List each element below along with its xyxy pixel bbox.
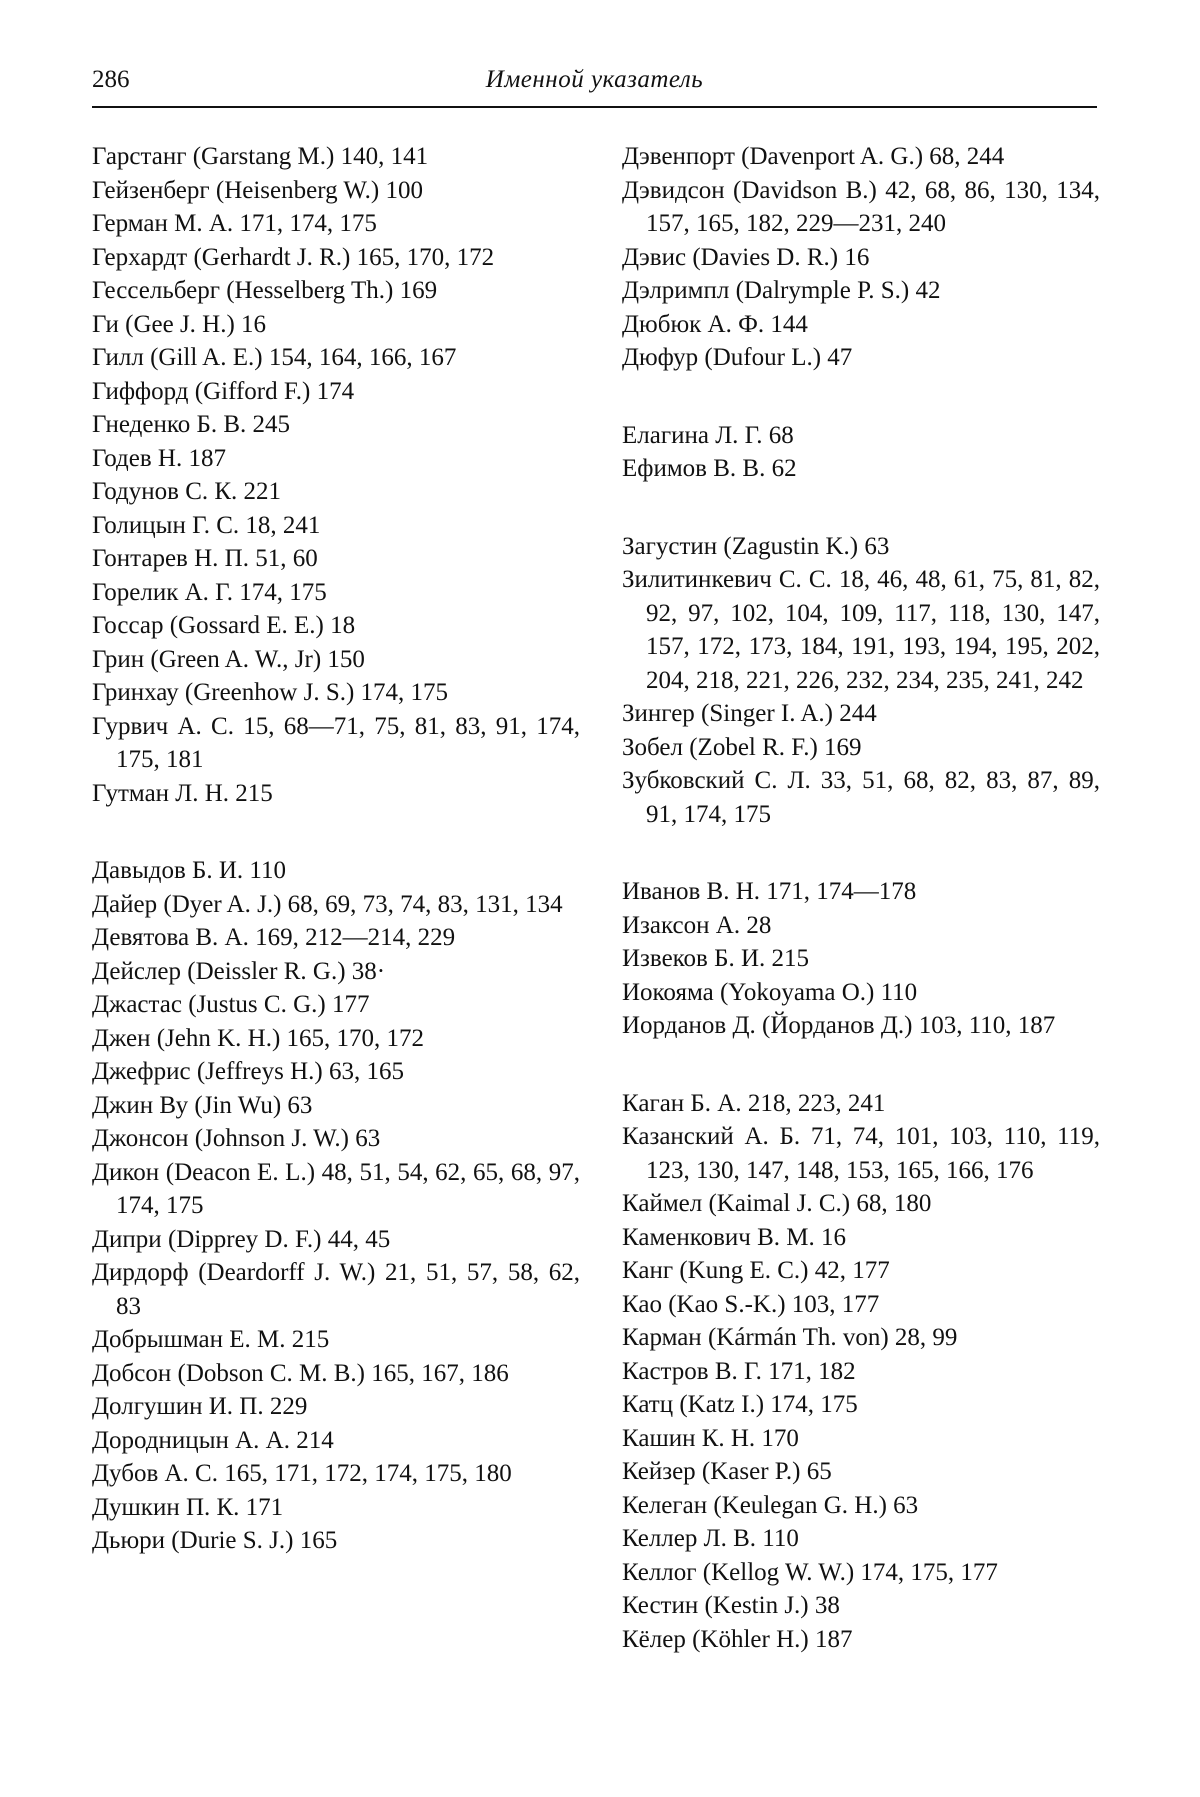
index-entry: Иокояма (Yokoyama O.) 110 xyxy=(622,978,918,1006)
index-entry: Дейслер (Deissler R. G.) 38· xyxy=(92,957,386,985)
index-entry: Грин (Green A. W., Jr) 150 xyxy=(92,645,365,673)
index-group xyxy=(92,854,580,1558)
page-header xyxy=(92,62,1097,104)
index-entry: Дэвис (Davies D. R.) 16 xyxy=(622,243,870,271)
index-entry: Изаксон А. 28 xyxy=(622,911,772,939)
index-entry: Добрышман Е. М. 215 xyxy=(92,1326,330,1353)
index-entry: Душкин П. К. 171 xyxy=(92,1493,284,1521)
index-entry: Дикон (Deacon E. L.) 48, 51, 54, 62, 65, 68, 97, 174, 175 xyxy=(92,1158,580,1219)
index-entry: Гринхау (Greenhow J. S.) 174, 175 xyxy=(92,679,449,706)
index-group xyxy=(622,140,1100,375)
group-spacer xyxy=(92,810,580,854)
index-entry: Карман (Kármán Th. von) 28, 99 xyxy=(622,1324,958,1351)
index-entry: Джен (Jehn K. H.) 165, 170, 172 xyxy=(92,1024,425,1052)
index-entry: Каймел (Kaimal J. C.) 68, 180 xyxy=(622,1190,932,1217)
index-group xyxy=(622,875,1100,1043)
index-entry: Келеган (Keulegan G. H.) 63 xyxy=(622,1491,919,1519)
left-column xyxy=(92,140,580,1558)
group-spacer xyxy=(622,375,1100,419)
index-entry: Као (Kao S.-K.) 103, 177 xyxy=(622,1290,880,1318)
index-entry: Дюбюк А. Ф. 144 xyxy=(622,310,808,338)
index-entry: Кашин К. Н. 170 xyxy=(622,1424,799,1452)
index-entry: Гурвич А. С. 15, 68—71, 75, 81, 83, 91, 174, 175, 181 xyxy=(92,712,580,773)
index-entry: Дайер (Dyer A. J.) 68, 69, 73, 74, 83, 131, 134 xyxy=(92,890,563,918)
index-entry: Зубковский С. Л. 33, 51, 68, 82, 83, 87, 89, 91, 174, 175 xyxy=(622,767,1100,828)
index-entry: Гонтарев Н. П. 51, 60 xyxy=(92,545,318,572)
right-column xyxy=(622,140,1100,1656)
header-rule xyxy=(92,106,1097,108)
index-group xyxy=(622,419,1100,486)
index-entry: Дородницын А. А. 214 xyxy=(92,1426,334,1454)
index-entry: Кастров В. Г. 171, 182 xyxy=(622,1357,856,1385)
index-entry: Годев Н. 187 xyxy=(92,444,226,472)
index-entry: Гутман Л. Н. 215 xyxy=(92,779,273,807)
index-entry: Дэвенпорт (Davenport A. G.) 68, 244 xyxy=(622,143,1005,170)
index-entry: Канг (Kung E. C.) 42, 177 xyxy=(622,1257,890,1284)
index-entry: Дюфур (Dufour L.) 47 xyxy=(622,344,853,371)
index-entry: Кейзер (Kaser P.) 65 xyxy=(622,1458,832,1485)
index-entry: Джонсон (Johnson J. W.) 63 xyxy=(92,1125,381,1152)
group-spacer xyxy=(622,486,1100,530)
index-entry: Девятова В. А. 169, 212—214, 229 xyxy=(92,924,456,951)
index-entry: Гессельберг (Hesselberg Th.) 169 xyxy=(92,277,438,304)
index-entry: Кестин (Kestin J.) 38 xyxy=(622,1592,840,1619)
index-entry: Герхардт (Gerhardt J. R.) 165, 170, 172 xyxy=(92,243,495,271)
index-entry: Келлер Л. В. 110 xyxy=(622,1525,799,1552)
index-entry: Ефимов В. В. 62 xyxy=(622,455,797,482)
index-entry: Давыдов Б. И. 110 xyxy=(92,857,287,884)
index-entry: Ги (Gee J. H.) 16 xyxy=(92,310,267,338)
index-entry: Госсар (Gossard E. E.) 18 xyxy=(92,612,356,639)
index-group xyxy=(622,1087,1100,1657)
index-entry: Извеков Б. И. 215 xyxy=(622,945,810,972)
index-entry: Добсон (Dobson C. M. B.) 165, 167, 186 xyxy=(92,1359,509,1387)
index-entry: Дубов А. С. 165, 171, 172, 174, 175, 180 xyxy=(92,1460,512,1487)
index-entry: Джин Ву (Jin Wu) 63 xyxy=(92,1091,313,1119)
index-entry: Герман М. А. 171, 174, 175 xyxy=(92,210,377,237)
index-entry: Голицын Г. С. 18, 241 xyxy=(92,511,321,539)
index-group xyxy=(92,140,580,810)
index-entry: Гнеденко Б. В. 245 xyxy=(92,411,290,438)
index-entry: Дэлримпл (Dalrymple P. S.) 42 xyxy=(622,277,941,304)
index-entry: Елагина Л. Г. 68 xyxy=(622,421,794,449)
index-entry: Иванов В. Н. 171, 174—178 xyxy=(622,878,917,905)
index-entry: Долгушин И. П. 229 xyxy=(92,1393,308,1420)
index-entry: Загустин (Zagustin K.) 63 xyxy=(622,532,890,560)
index-entry: Гарстанг (Garstang M.) 140, 141 xyxy=(92,143,429,170)
index-entry: Зингер (Singer I. A.) 244 xyxy=(622,700,877,727)
index-entry: Казанский А. Б. 71, 74, 101, 103, 110, 119, 123, 130, 147, 148, 153, 165, 166, 176 xyxy=(622,1123,1100,1184)
index-entry: Дипри (Dipprey D. F.) 44, 45 xyxy=(92,1225,391,1253)
index-entry: Кёлер (Köhler H.) 187 xyxy=(622,1625,853,1653)
index-entry: Катц (Katz I.) 174, 175 xyxy=(622,1391,858,1418)
index-entry: Гейзенберг (Heisenberg W.) 100 xyxy=(92,176,424,204)
group-spacer xyxy=(622,831,1100,875)
index-entry: Дирдорф (Deardorff J. W.) 21, 51, 57, 58, 62, 83 xyxy=(92,1259,580,1320)
index-group xyxy=(622,530,1100,832)
index-entry: Годунов С. К. 221 xyxy=(92,478,282,505)
index-entry: Гилл (Gill A. E.) 154, 164, 166, 167 xyxy=(92,344,457,371)
index-entry: Джефрис (Jeffreys H.) 63, 165 xyxy=(92,1058,404,1085)
index-entry: Келлог (Kellog W. W.) 174, 175, 177 xyxy=(622,1558,998,1586)
page-number: 286 xyxy=(92,66,130,93)
running-title: Именной указатель xyxy=(485,66,704,93)
index-entry: Зилитинкевич С. С. 18, 46, 48, 61, 75, 81, 82, 92, 97, 102, 104, 109, 117, 118, 130, 147, 157, 172, 173, 184, 191, 193, 194, 195, 202, 204, 218, 221, 226, 232, 234, 235, 241, 242 xyxy=(622,566,1100,694)
index-entry: Гиффорд (Gifford F.) 174 xyxy=(92,377,355,405)
index-entry: Зобел (Zobel R. F.) 169 xyxy=(622,733,862,761)
group-spacer xyxy=(622,1043,1100,1087)
index-entry: Горелик А. Г. 174, 175 xyxy=(92,578,327,606)
index-entry: Каган Б. А. 218, 223, 241 xyxy=(622,1089,886,1117)
index-entry: Джастас (Justus C. G.) 177 xyxy=(92,991,370,1018)
index-entry: Дэвидсон (Davidson B.) 42, 68, 86, 130, 134, 157, 165, 182, 229—231, 240 xyxy=(622,176,1100,237)
index-entry: Каменкович В. М. 16 xyxy=(622,1223,847,1251)
index-entry: Дьюри (Durie S. J.) 165 xyxy=(92,1527,338,1554)
index-entry: Иорданов Д. (Йорданов Д.) 103, 110, 187 xyxy=(622,1012,1056,1039)
